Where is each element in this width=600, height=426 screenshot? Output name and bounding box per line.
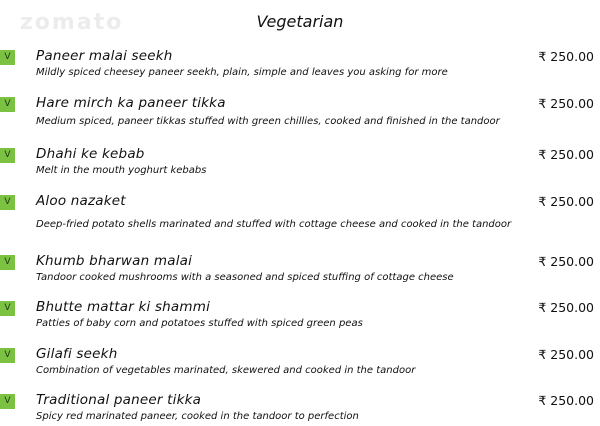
item-description: Combination of vegetables marinated, skewered and cooked in the tandoor — [36, 365, 416, 376]
veg-badge: V — [0, 97, 15, 112]
item-name: Gilafi seekh — [36, 346, 118, 362]
item-price: ₹ 250.00 — [538, 300, 594, 315]
item-name: Paneer malai seekh — [36, 48, 173, 64]
item-description: Deep-fried potato shells marinated and stuffed with cottage cheese and cooked in the tandoor — [36, 219, 512, 230]
item-name: Dhahi ke kebab — [36, 146, 145, 162]
item-name: Traditional paneer tikka — [36, 392, 202, 408]
veg-badge: V — [0, 301, 15, 316]
item-price: ₹ 250.00 — [538, 194, 594, 209]
watermark: zomato — [20, 10, 124, 35]
item-price: ₹ 250.00 — [538, 393, 594, 408]
veg-badge: V — [0, 394, 15, 409]
item-name: Bhutte mattar ki shammi — [36, 299, 211, 315]
item-description: Tandoor cooked mushrooms with a seasoned and spiced stuffing of cottage cheese — [36, 272, 454, 283]
veg-badge: V — [0, 255, 15, 270]
item-price: ₹ 250.00 — [538, 254, 594, 269]
item-price: ₹ 250.00 — [538, 347, 594, 362]
section-title: Vegetarian — [256, 12, 344, 31]
veg-badge: V — [0, 348, 15, 363]
item-price: ₹ 250.00 — [538, 49, 594, 64]
veg-badge: V — [0, 195, 15, 210]
item-description: Patties of baby corn and potatoes stuffed with spiced green peas — [36, 318, 363, 329]
item-price: ₹ 250.00 — [538, 96, 594, 111]
item-price: ₹ 250.00 — [538, 147, 594, 162]
item-description: Melt in the mouth yoghurt kebabs — [36, 165, 207, 176]
item-description: Spicy red marinated paneer, cooked in the tandoor to perfection — [36, 411, 359, 422]
item-description: Medium spiced, paneer tikkas stuffed with green chillies, cooked and finished in the tandoor — [36, 116, 500, 127]
item-description: Mildly spiced cheesey paneer seekh, plain, simple and leaves you asking for more — [36, 67, 448, 78]
veg-badge: V — [0, 148, 15, 163]
item-name: Aloo nazaket — [36, 193, 126, 209]
item-name: Hare mirch ka paneer tikka — [36, 95, 226, 111]
veg-badge: V — [0, 50, 15, 65]
item-name: Khumb bharwan malai — [36, 253, 193, 269]
